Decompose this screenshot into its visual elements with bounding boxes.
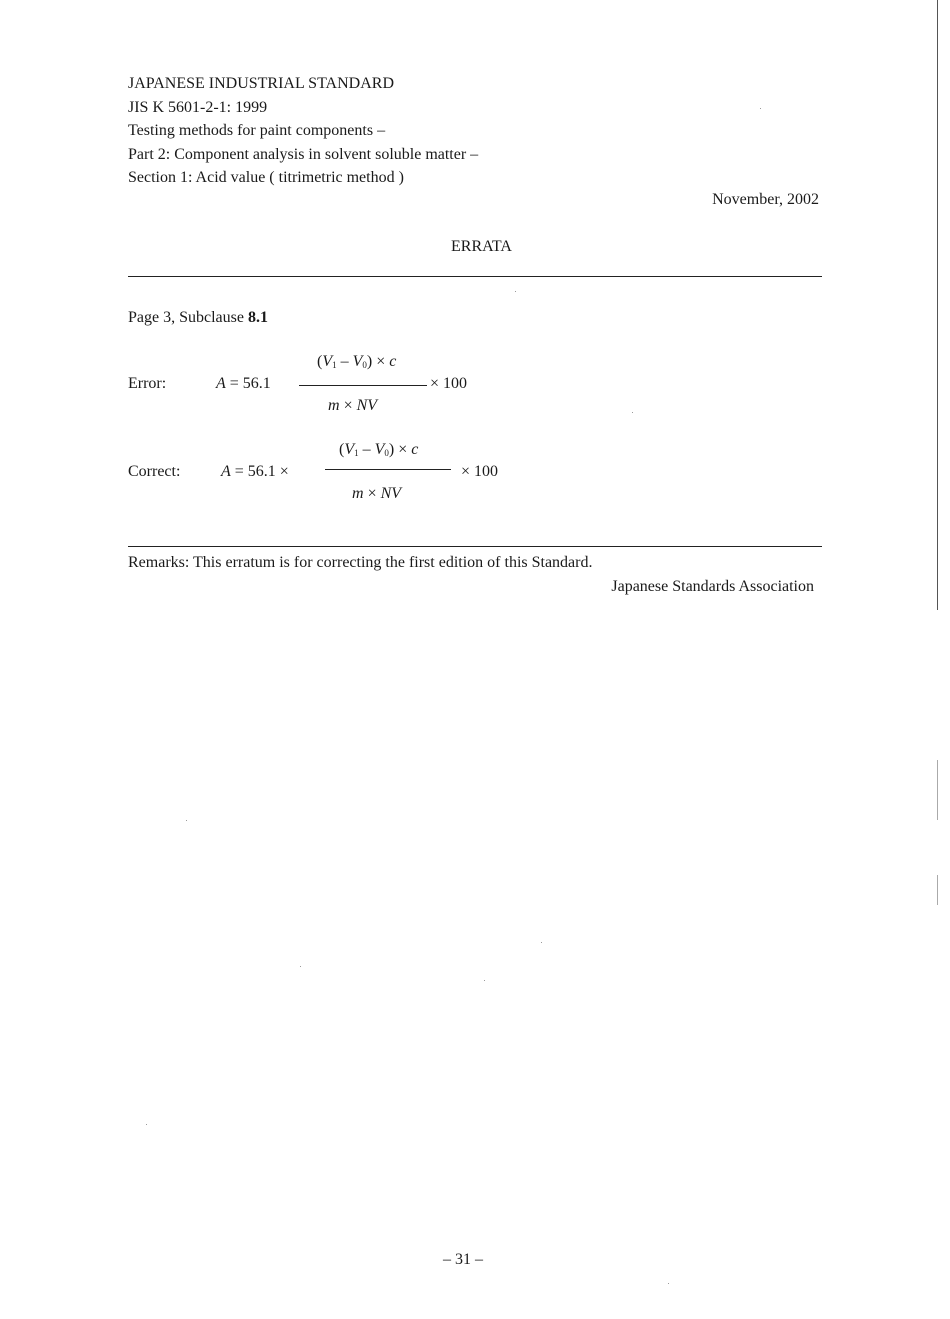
scan-speck xyxy=(632,412,633,413)
publisher: Japanese Standards Association xyxy=(611,578,814,595)
correct-trailing: × 100 xyxy=(461,463,499,480)
scan-speck xyxy=(186,820,187,821)
error-lhs-var: A xyxy=(216,375,226,392)
standard-name: JAPANESE INDUSTRIAL STANDARD xyxy=(128,75,394,92)
bottom-rule xyxy=(128,546,822,547)
standard-number: JIS K 5601-2-1: 1999 xyxy=(128,98,268,116)
scan-speck xyxy=(541,942,542,943)
remarks: Remarks: This erratum is for correcting the first edition of this Standard. xyxy=(128,554,593,571)
error-fraction-bar xyxy=(299,385,427,386)
title-line-1: Testing methods for paint components – xyxy=(128,122,386,139)
scan-edge-line-bottom xyxy=(937,875,938,905)
error-denominator: m × NV xyxy=(328,397,378,414)
scan-edge-line xyxy=(937,0,938,610)
errata-title: ERRATA xyxy=(451,238,512,255)
scan-speck xyxy=(760,108,761,109)
location-clause: 8.1 xyxy=(247,309,268,326)
correct-label: Correct: xyxy=(128,463,181,480)
title-line-2: Part 2: Component analysis in solvent soluble matter – xyxy=(128,145,479,163)
scan-speck xyxy=(668,1283,669,1284)
error-label: Error: xyxy=(128,375,167,392)
scan-edge-line-lower xyxy=(937,760,938,820)
correct-lhs-var: A xyxy=(221,463,231,480)
top-rule xyxy=(128,276,822,277)
error-lhs xyxy=(216,375,271,393)
error-numerator: $(V_1 - V_0) \times c$ xyxy=(317,353,397,370)
correct-denominator: m × NV xyxy=(352,485,402,502)
correct-fraction-bar xyxy=(325,469,451,470)
correct-lhs-rest: = 56.1 × xyxy=(230,463,289,480)
scan-speck xyxy=(515,291,516,292)
scan-speck xyxy=(300,966,301,967)
header-block xyxy=(128,72,478,190)
issue-date: November, 2002 xyxy=(712,191,819,208)
scan-speck xyxy=(146,1124,147,1125)
error-trailing: × 100 xyxy=(430,375,468,392)
title-line-3: Section 1: Acid value ( titrimetric method ) xyxy=(128,169,404,186)
correct-numerator: $(V_1 - V_0) \times c$ xyxy=(339,441,419,458)
page-number: – 31 – xyxy=(443,1251,483,1268)
location-prefix: Page 3, Subclause xyxy=(128,309,248,326)
correct-lhs xyxy=(221,463,289,481)
scan-speck xyxy=(484,980,485,981)
location-reference xyxy=(128,309,268,327)
error-lhs-rest: = 56.1 xyxy=(225,375,271,392)
